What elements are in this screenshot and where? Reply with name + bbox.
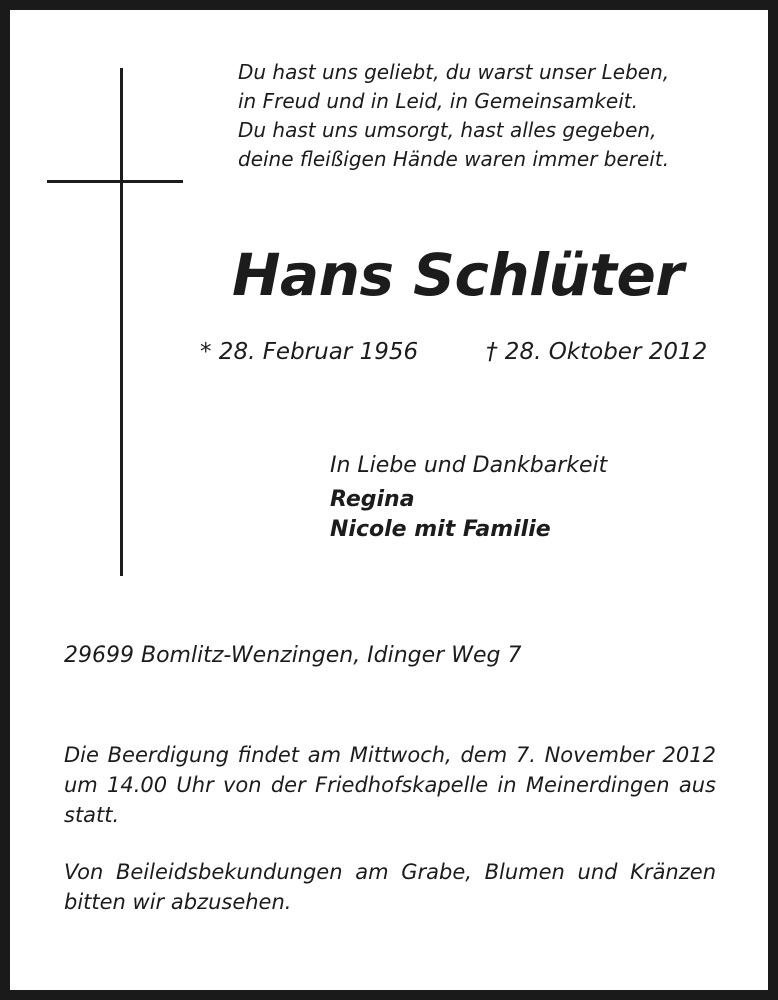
condolence-request: Von Beileidsbekundungen am Grabe, Blumen und Kränzen bitten wir abzusehen. xyxy=(64,860,716,914)
deceased-name: Hans Schlüter xyxy=(232,241,684,309)
mourners-block xyxy=(330,451,750,545)
birth-date: * 28. Februar 1956 xyxy=(200,339,419,365)
mourners-intro: In Liebe und Dankbarkeit xyxy=(330,453,608,478)
mourner-name: Regina xyxy=(330,487,415,512)
verse-line: in Freud und in Leid, in Gemeinsamkeit. xyxy=(238,89,638,113)
verse-line: Du hast uns geliebt, du warst unser Leben, xyxy=(238,60,670,84)
family-address: 29699 Bomlitz-Wenzingen, Idinger Weg 7 xyxy=(64,643,522,668)
cross-icon xyxy=(120,68,123,576)
mourner-name: Nicole mit Familie xyxy=(330,517,551,542)
death-date: † 28. Oktober 2012 xyxy=(486,339,708,365)
verse-line: deine fleißigen Hände waren immer bereit. xyxy=(238,147,670,171)
memorial-verse xyxy=(238,58,758,174)
verse-line: Du hast uns umsorgt, hast alles gegeben, xyxy=(238,118,657,142)
cross-icon-crossbar xyxy=(47,180,183,183)
funeral-info: Die Beerdigung findet am Mittwoch, dem 7. November 2012 um 14.00 Uhr von der Friedhofskapelle in Meinerdingen aus statt. xyxy=(64,743,716,827)
